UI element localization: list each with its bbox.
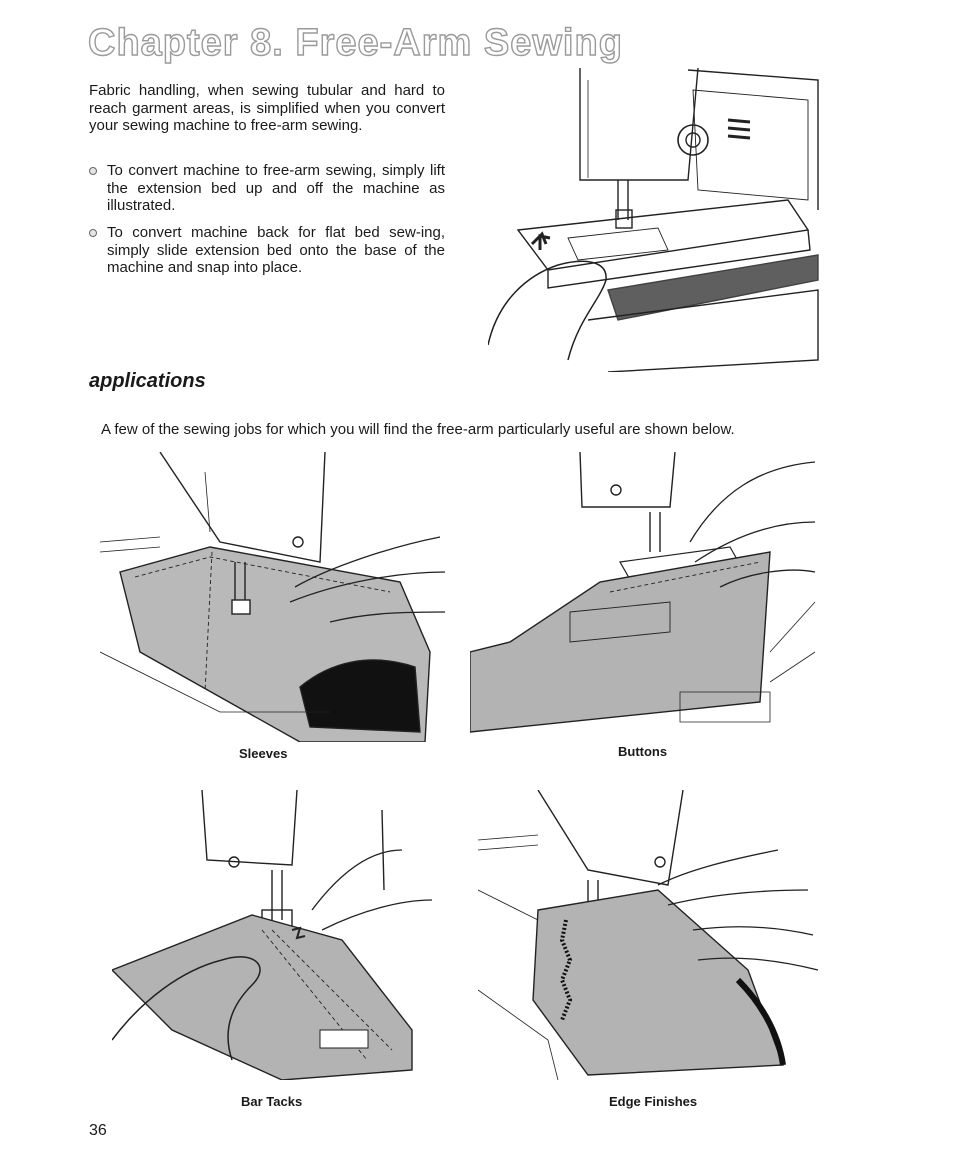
illustration-sleeves [100,452,452,742]
bullet-dot-icon [89,167,97,175]
caption-edge-finishes: Edge Finishes [609,1094,698,1109]
caption-sleeves: Sleeves [239,746,288,761]
caption-buttons: Buttons [618,744,668,759]
bullet-item-1 [89,162,445,215]
bullet-list-1 [89,162,445,215]
bullet-text-1: To convert machine to free-arm sewing, simply lift the extension bed up and off the machine as illustrated. [107,162,445,214]
bullet-dot-icon [89,229,97,237]
illustration-extension-bed [488,60,824,372]
applications-heading: applications [89,370,206,392]
illustration-bar-tacks [112,790,442,1080]
applications-intro: A few of the sewing jobs for which you will find the free-arm particularly useful are shown below. [101,421,735,438]
illustration-edge-finishes [478,790,820,1080]
bullet-item-2 [89,224,445,277]
bullet-text-2: To convert machine back for flat bed sew-ing, simply slide extension bed onto the base of the machine and snap into place. [107,224,445,276]
page-number: 36 [89,1122,107,1139]
chapter-title: Chapter 8. Free-Arm Sewing [88,22,623,64]
caption-bar-tacks: Bar Tacks [241,1094,303,1109]
bullet-list-2 [89,224,445,277]
intro-paragraph: Fabric handling, when sewing tubular and hard to reach garment areas, is simplified when you convert your sewing machine to free-arm sewing. [89,82,445,134]
illustration-buttons [470,452,820,742]
